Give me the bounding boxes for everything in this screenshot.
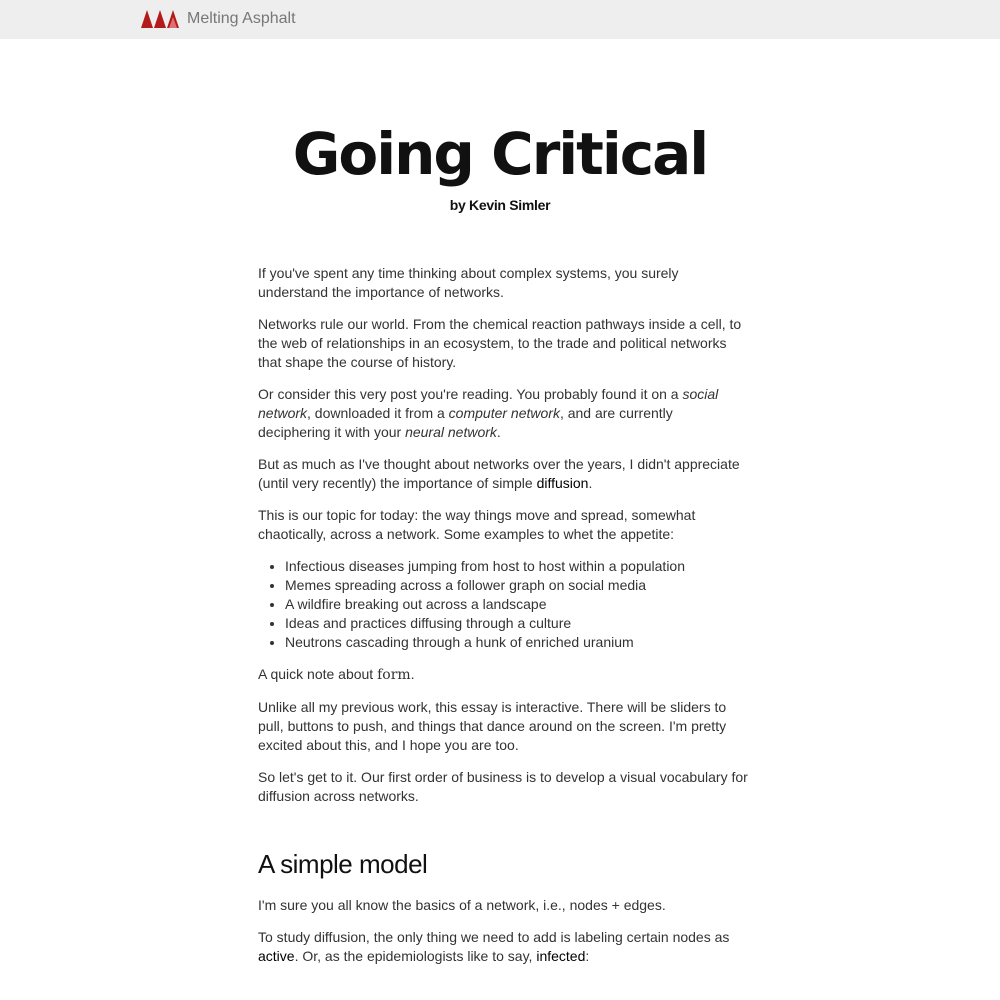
paragraph-topic: This is our topic for today: the way things move and spread, somewhat chaotically, across a network. Some examples to whet the appetite: (258, 507, 696, 542)
paragraph-consider-post: Or consider this very post you're reading. You probably found it on a social network, downloaded it from a computer network, and are currently deciphering it with your neural network. (258, 386, 719, 440)
emphasis-computer-network: computer network (448, 405, 560, 421)
paragraph-network-basics: I'm sure you all know the basics of a network, i.e., nodes + edges. (258, 897, 666, 913)
paragraph-interactive: Unlike all my previous work, this essay is interactive. There will be sliders to pull, buttons to push, and things that dance around on the screen. I'm pretty excited about this, and I hope you are too. (258, 699, 727, 753)
examples-list (258, 557, 748, 652)
paragraph-get-to-it: So let's get to it. Our first order of business is to develop a visual vocabulary for diffusion across networks. (258, 769, 748, 804)
article-byline: by Kevin Simler (449, 197, 551, 213)
emphasis-social-network: social network (258, 386, 719, 421)
list-item: • Neutrons cascading through a hunk of enriched uranium (285, 633, 748, 652)
list-item: • Ideas and practices diffusing through a culture (285, 614, 748, 633)
paragraph-intro: If you've spent any time thinking about complex systems, you surely understand the importance of networks. (258, 265, 679, 300)
term-infected: infected (536, 948, 586, 964)
article-title: Going Critical (292, 120, 708, 188)
paragraph-diffusion: But as much as I've thought about networks over the years, I didn't appreciate (until very recently) the importance of simple diffusion. (258, 456, 740, 491)
list-item: • Infectious diseases jumping from host to host within a population (285, 557, 748, 576)
list-item: • Memes spreading across a follower graph on social media (285, 576, 748, 595)
site-name[interactable]: Melting Asphalt (187, 10, 296, 27)
site-home-link[interactable] (141, 8, 296, 30)
paragraph-active-infected: To study diffusion, the only thing we need to add is labeling certain nodes as active. Or, as the epidemiologists like to say, infected: (258, 929, 730, 964)
top-bar (0, 0, 1000, 39)
list-item: • A wildfire breaking out across a landscape (285, 595, 748, 614)
emphasis-neural-network: neural network (405, 424, 497, 440)
section-heading-simple-model: A simple model (258, 849, 428, 879)
article-body (258, 264, 748, 979)
form-link[interactable]: form (377, 667, 411, 683)
paragraph-form-note: A quick note about form. (258, 666, 415, 683)
term-active: active (258, 948, 295, 964)
term-diffusion: diffusion (536, 475, 589, 491)
paragraph-networks-rule: Networks rule our world. From the chemical reaction pathways inside a cell, to the web of relationships in an ecosystem, to the trade and political networks that shape the course of history. (258, 316, 742, 370)
triangles-logo-icon (141, 10, 179, 28)
